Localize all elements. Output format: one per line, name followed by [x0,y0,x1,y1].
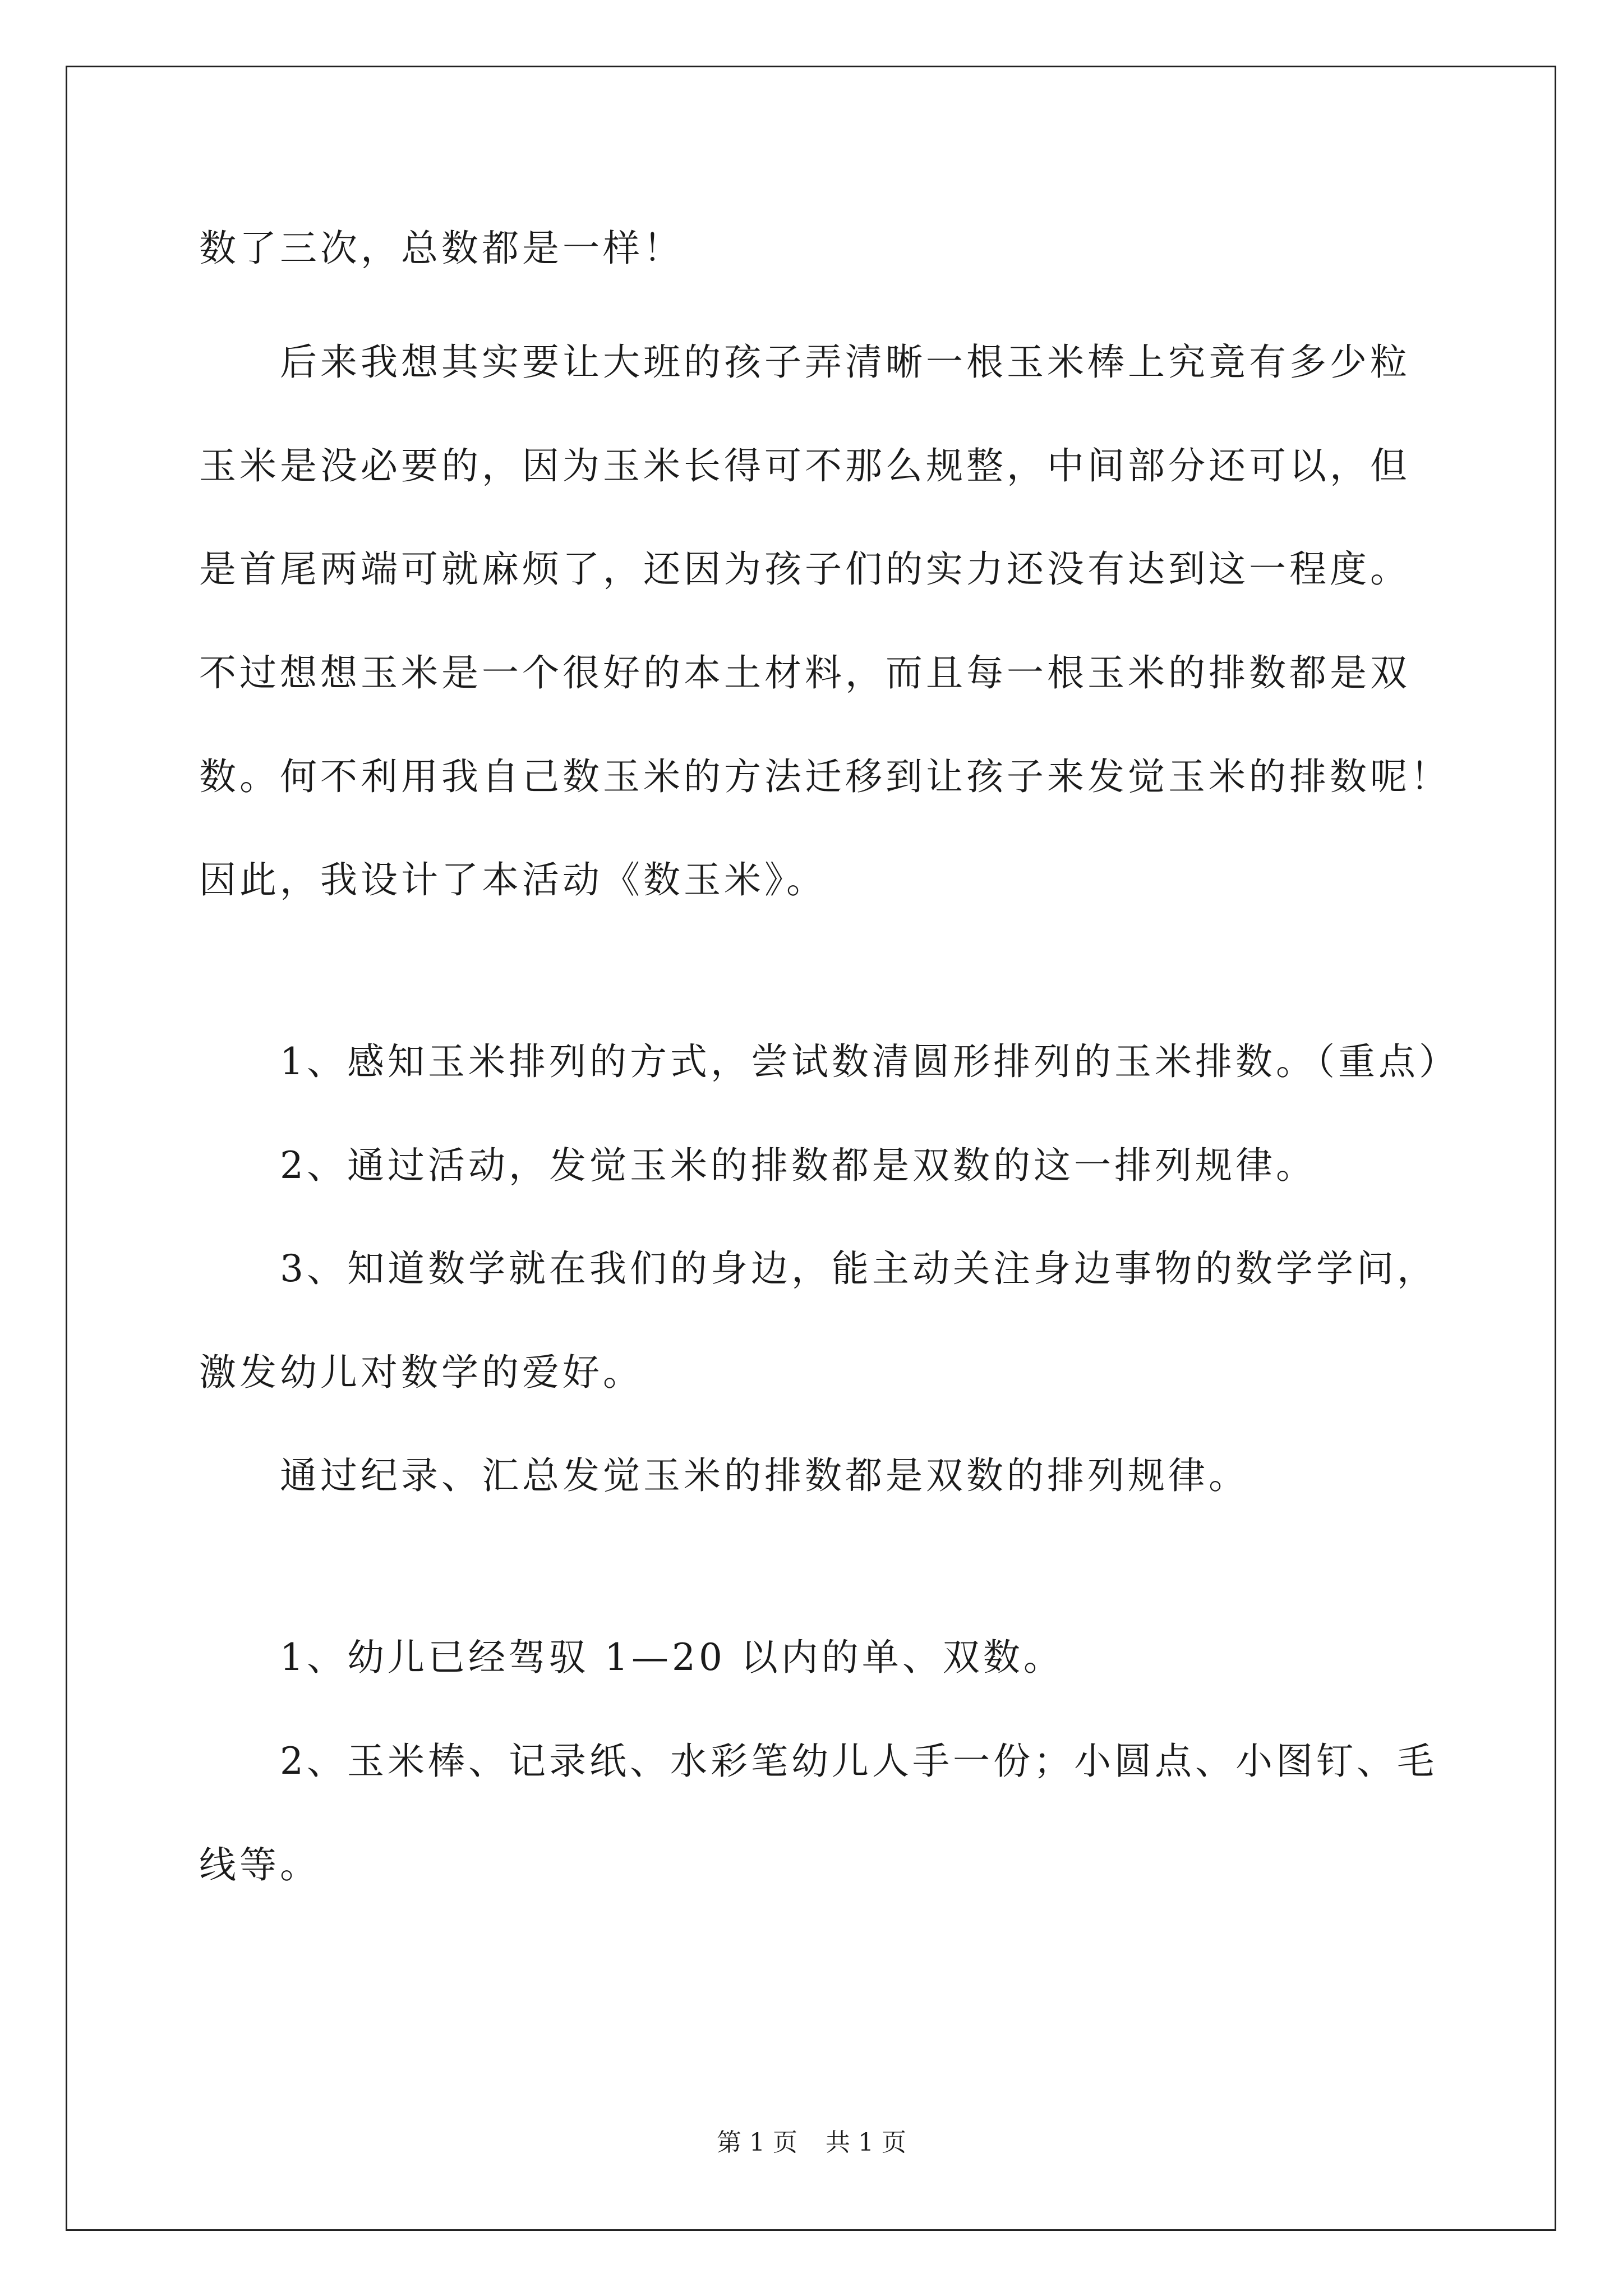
paragraph-line: 是首尾两端可就麻烦了，还因为孩子们的实力还没有达到这一程度。 [199,547,1410,591]
page-footer [0,2126,1623,2160]
focus-paragraph: 通过纪录、汇总发觉玉米的排数都是双数的排列规律。 [199,1454,1249,1497]
objective-item: 3、知道数学就在我们的身边，能主动关注身边事物的数学学问， [199,1247,1437,1290]
paragraph-line: 玉米是没必要的，因为玉米长得可不那么规整，中间部分还可以，但 [199,444,1410,487]
objective-item: 1、感知玉米排列的方式，尝试数清圆形排列的玉米排数。（重点） [199,1040,1459,1083]
page-total: 共 1 页 [826,2128,906,2157]
paragraph-line: 线等。 [199,1843,320,1887]
paragraph-line: 数了三次，总数都是一样！ [199,227,684,270]
paragraph-line: 后来我想其实要让大班的孩子弄清晰一根玉米棒上究竟有多少粒 [199,341,1410,384]
paragraph-line: 数。何不利用我自己数玉米的方法迁移到让孩子来发觉玉米的排数呢！ [199,755,1451,798]
preparation-item: 2、玉米棒、记录纸、水彩笔幼儿人手一份；小圆点、小图钉、毛 [199,1740,1437,1783]
paragraph-line: 因此，我设计了本活动《数玉米》。 [199,858,827,901]
paragraph-line: 激发幼儿对数学的爱好。 [199,1351,643,1394]
page-number: 第 1 页 [717,2128,797,2157]
preparation-item: 1、幼儿已经驾驭 1—20 以内的单、双数。 [199,1636,1064,1679]
objective-item: 2、通过活动，发觉玉米的排数都是双数的这一排列规律。 [199,1144,1316,1187]
paragraph-line: 不过想想玉米是一个很好的本土材料，而且每一根玉米的排数都是双 [199,651,1410,694]
